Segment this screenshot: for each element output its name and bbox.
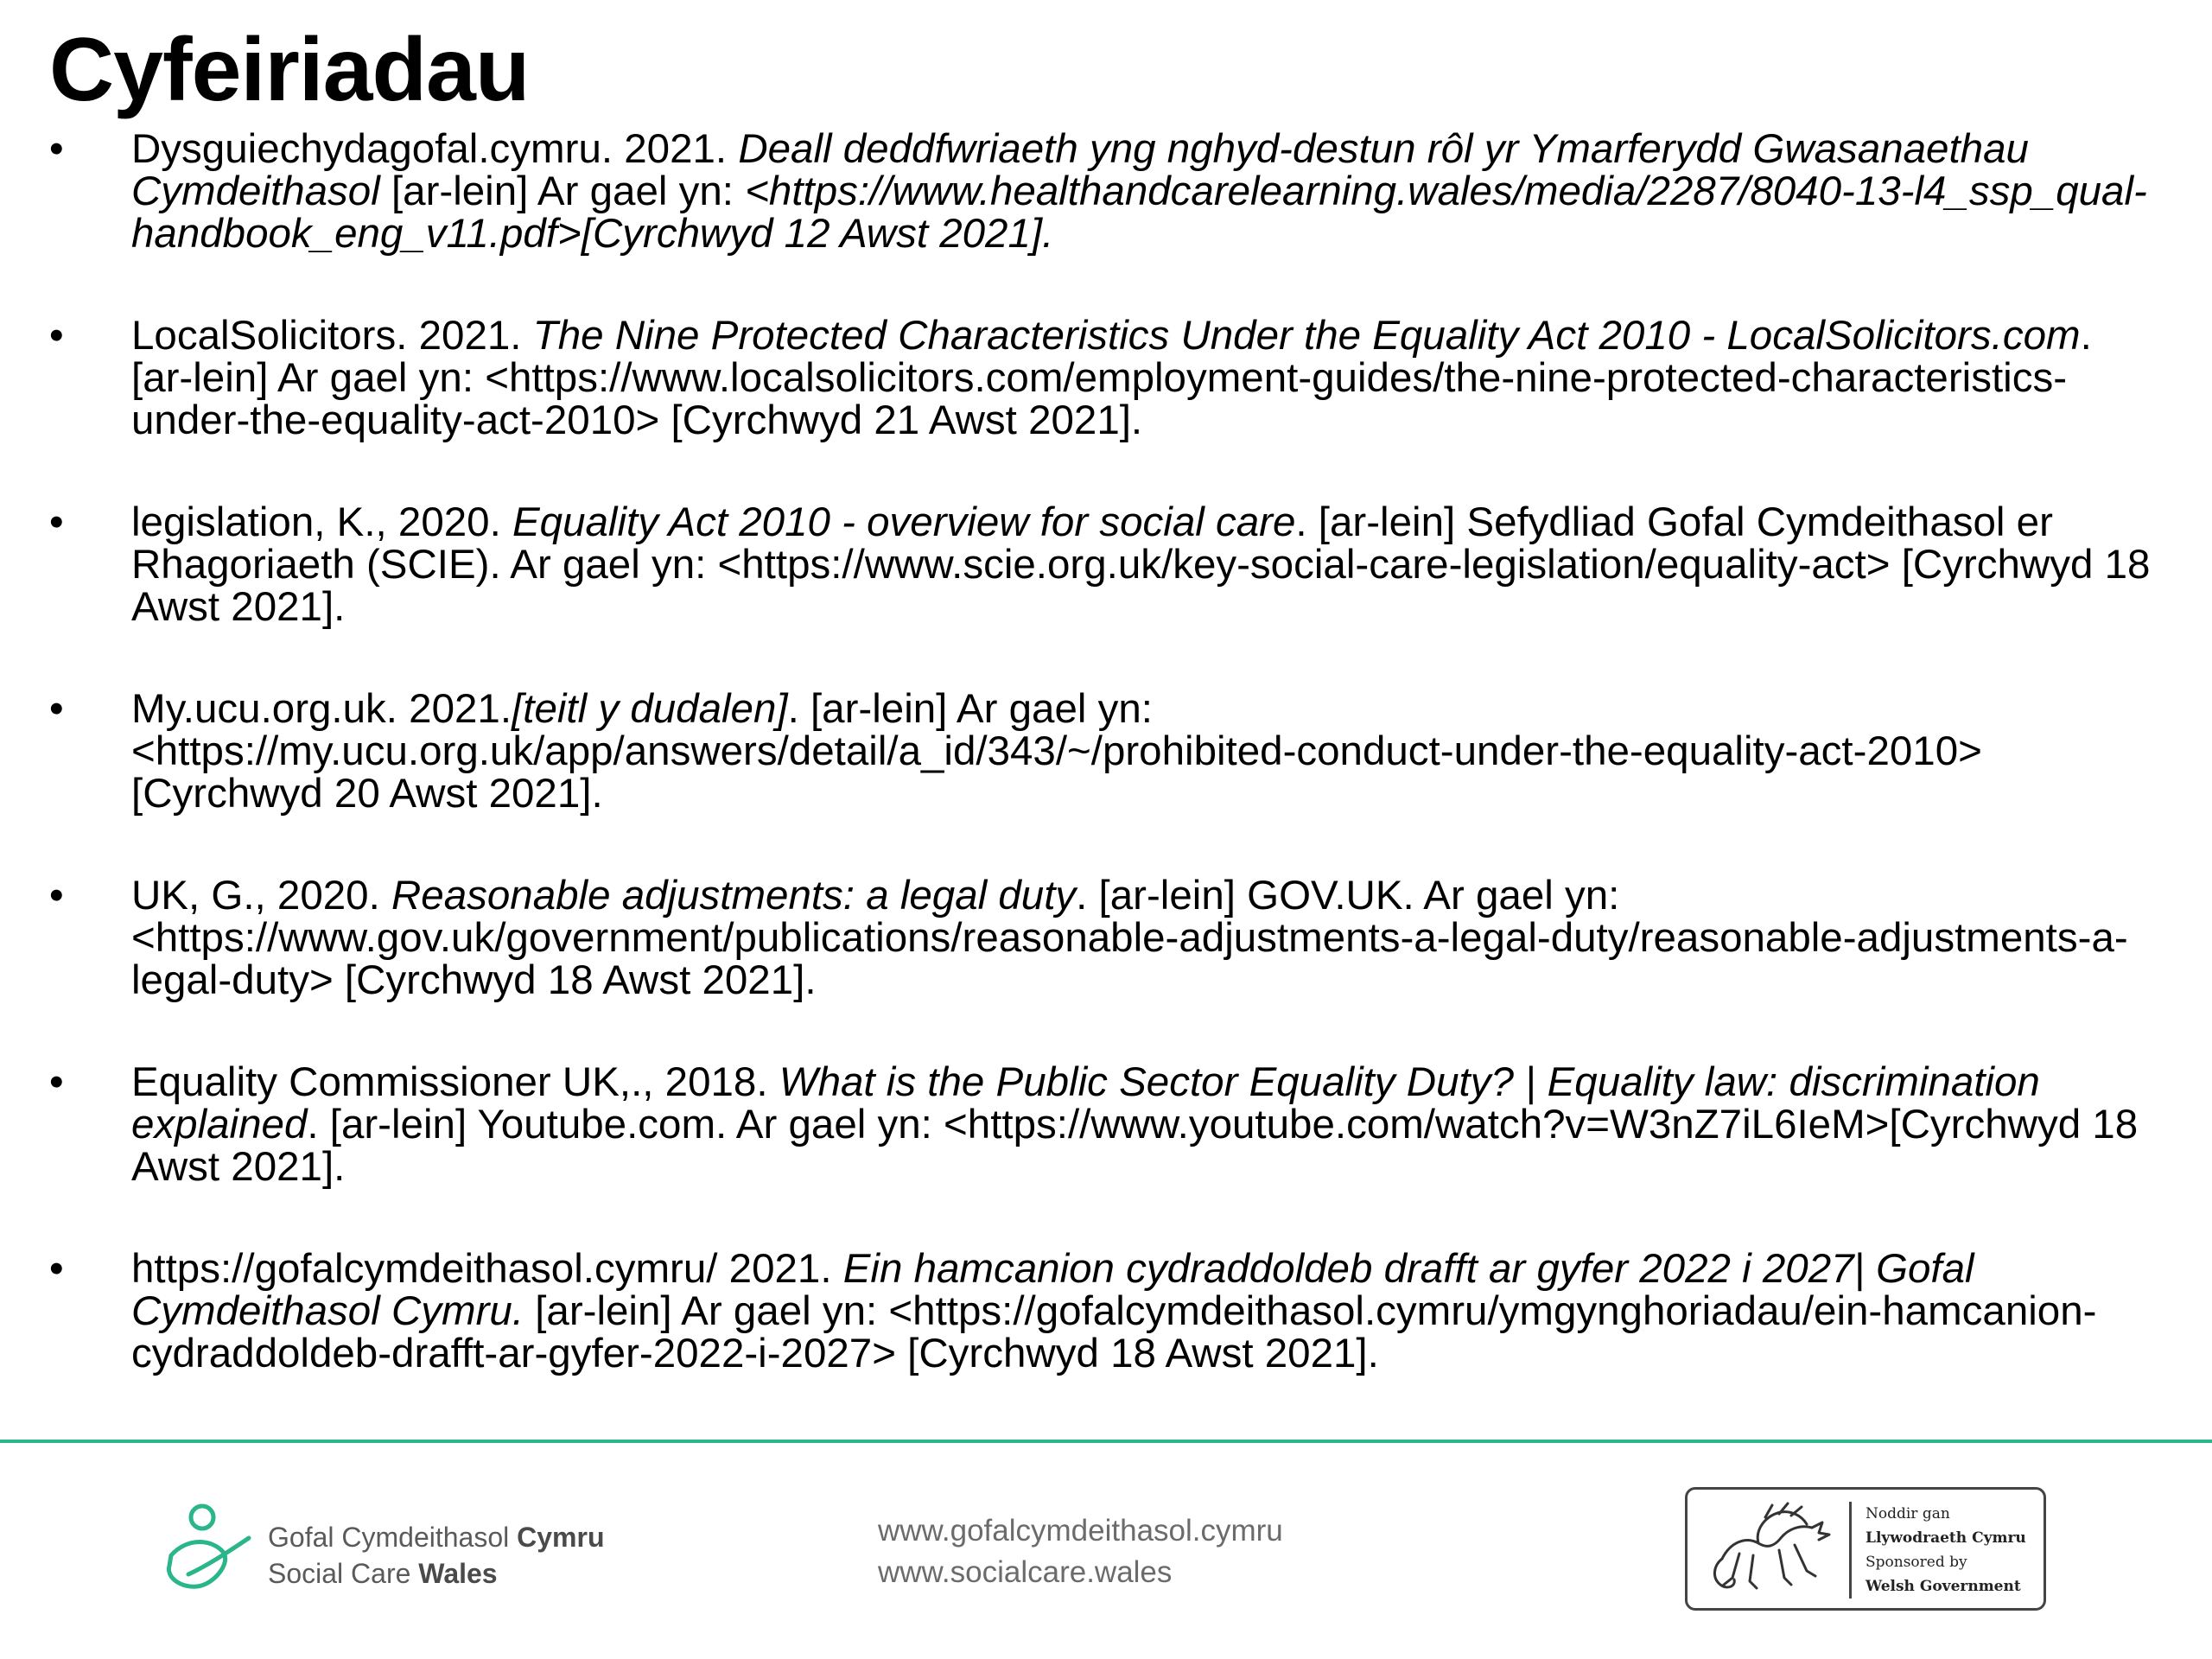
bullet-icon: • <box>49 499 64 545</box>
reference-title: Equality Act 2010 - overview for social care <box>512 499 1296 545</box>
reference-title: Deall deddfwriaeth yng nghyd-destun rôl yr Ymarferydd Gwasanaethau Cymdeithasol <box>131 126 2029 214</box>
sponsor-name-cy: Llywodraeth Cymru <box>1866 1529 2026 1547</box>
bullet-icon: • <box>49 1246 64 1292</box>
reference-item <box>49 874 2158 1001</box>
social-care-wales-logo <box>162 1495 612 1599</box>
reference-item <box>49 1061 2158 1188</box>
sponsor-line-en: Sponsored by <box>1866 1554 1967 1571</box>
bullet-icon: • <box>49 686 64 732</box>
badge-separator <box>1849 1502 1852 1599</box>
logo-text-line2: Social Care <box>268 1558 419 1589</box>
bullet-icon: • <box>49 126 64 172</box>
footer-urls <box>878 1510 1283 1593</box>
welsh-dragon-icon <box>1705 1498 1843 1600</box>
reference-prefix: UK, G., 2020. <box>131 873 391 918</box>
sponsor-text <box>1866 1502 2026 1599</box>
reference-title: Reasonable adjustments: a legal duty <box>391 873 1077 918</box>
reference-title: What is the Public Sector Equality Duty? | Equality law: discrimination explained <box>131 1059 2040 1147</box>
bullet-icon: • <box>49 313 64 359</box>
footer-divider <box>0 1440 2212 1443</box>
reference-prefix: Dysguiechydagofal.cymru. 2021. <box>131 126 739 172</box>
reference-title: The Nine Protected Characteristics Under the Equality Act 2010 - LocalSolicitors.com <box>532 313 2081 359</box>
reference-prefix: My.ucu.org.uk. 2021. <box>131 686 512 732</box>
footer-url-wales[interactable]: www.socialcare.wales <box>878 1555 1173 1589</box>
page-title: Cyfeiriadau <box>49 20 530 120</box>
reference-item <box>49 688 2158 815</box>
reference-prefix: Equality Commissioner UK,., 2018. <box>131 1059 779 1105</box>
reference-url: <https://www.healthandcarelearning.wales/media/2287/8040-13-l4_ssp_qual-handbook_eng_v11.pdf>[Cyrchwyd 12 Awst 2021]. <box>131 168 2147 257</box>
bullet-icon: • <box>49 1059 64 1105</box>
reference-details: . [ar-lein] Ar gael yn: <https://my.ucu.org.uk/app/answers/detail/a_id/343/~/prohibited-conduct-under-the-equality-act-2010>[Cyrchwyd 20 Awst 2021]. <box>131 686 1982 817</box>
logo-text-line1: Gofal Cymdeithasol <box>268 1522 518 1553</box>
logo-text-line1-bold: Cymru <box>517 1522 605 1553</box>
reference-details: . [ar-lein] GOV.UK. Ar gael yn: <https://www.gov.uk/government/publications/reasonable-adjustments-a-legal-duty/reasonable-adjustments-a-legal-duty> [Cyrchwyd 18 Awst 2021]. <box>131 873 2128 1003</box>
reference-item <box>49 1248 2158 1375</box>
footer-url-cymru[interactable]: www.gofalcymdeithasol.cymru <box>878 1514 1283 1548</box>
references-list <box>49 128 2158 1434</box>
reference-details: [ar-lein] Ar gael yn: <https://gofalcymdeithasol.cymru/ymgynghoriadau/ein-hamcanion-cydraddoldeb-drafft-ar-gyfer-2022-i-2027> [Cyrchwyd 18 Awst 2021]. <box>131 1288 2097 1376</box>
reference-details: . [ar-lein] Sefydliad Gofal Cymdeithasol er Rhagoriaeth (SCIE). Ar gael yn: <https://www.scie.org.uk/key-social-care-legislation/equality-act> [Cyrchwyd 18 Awst 2021]. <box>131 499 2151 630</box>
logo-text-line2-bold: Wales <box>418 1558 498 1589</box>
social-care-wales-logo-icon <box>162 1502 259 1599</box>
reference-title: [teitl y dudalen] <box>512 686 788 732</box>
reference-item <box>49 501 2158 628</box>
reference-title: Ein hamcanion cydraddoldeb drafft ar gyfer 2022 i 2027| Gofal Cymdeithasol Cymru. <box>131 1246 1974 1334</box>
reference-prefix: https://gofalcymdeithasol.cymru/ 2021. <box>131 1246 843 1292</box>
reference-item <box>49 315 2158 442</box>
sponsor-line-cy: Noddir gan <box>1866 1505 1950 1522</box>
reference-details: . [ar-lein] Youtube.com. Ar gael yn: <https://www.youtube.com/watch?v=W3nZ7iL6IeM>[Cyrchwyd 18 Awst 2021]. <box>131 1102 2139 1190</box>
sponsor-name-en: Welsh Government <box>1866 1578 2021 1595</box>
welsh-government-badge <box>1685 1487 2046 1611</box>
reference-prefix: LocalSolicitors. 2021. <box>131 313 533 359</box>
bullet-icon: • <box>49 873 64 918</box>
logo-text <box>268 1519 604 1592</box>
reference-prefix: legislation, K., 2020. <box>131 499 512 545</box>
reference-item <box>49 128 2158 255</box>
reference-details: [ar-lein] Ar gael yn: <box>379 168 746 214</box>
reference-details: . [ar-lein] Ar gael yn: <https://www.localsolicitors.com/employment-guides/the-nine-protected-characteristics-under-the-equality-act-2010> [Cyrchwyd 21 Awst 2021]. <box>131 313 2092 443</box>
